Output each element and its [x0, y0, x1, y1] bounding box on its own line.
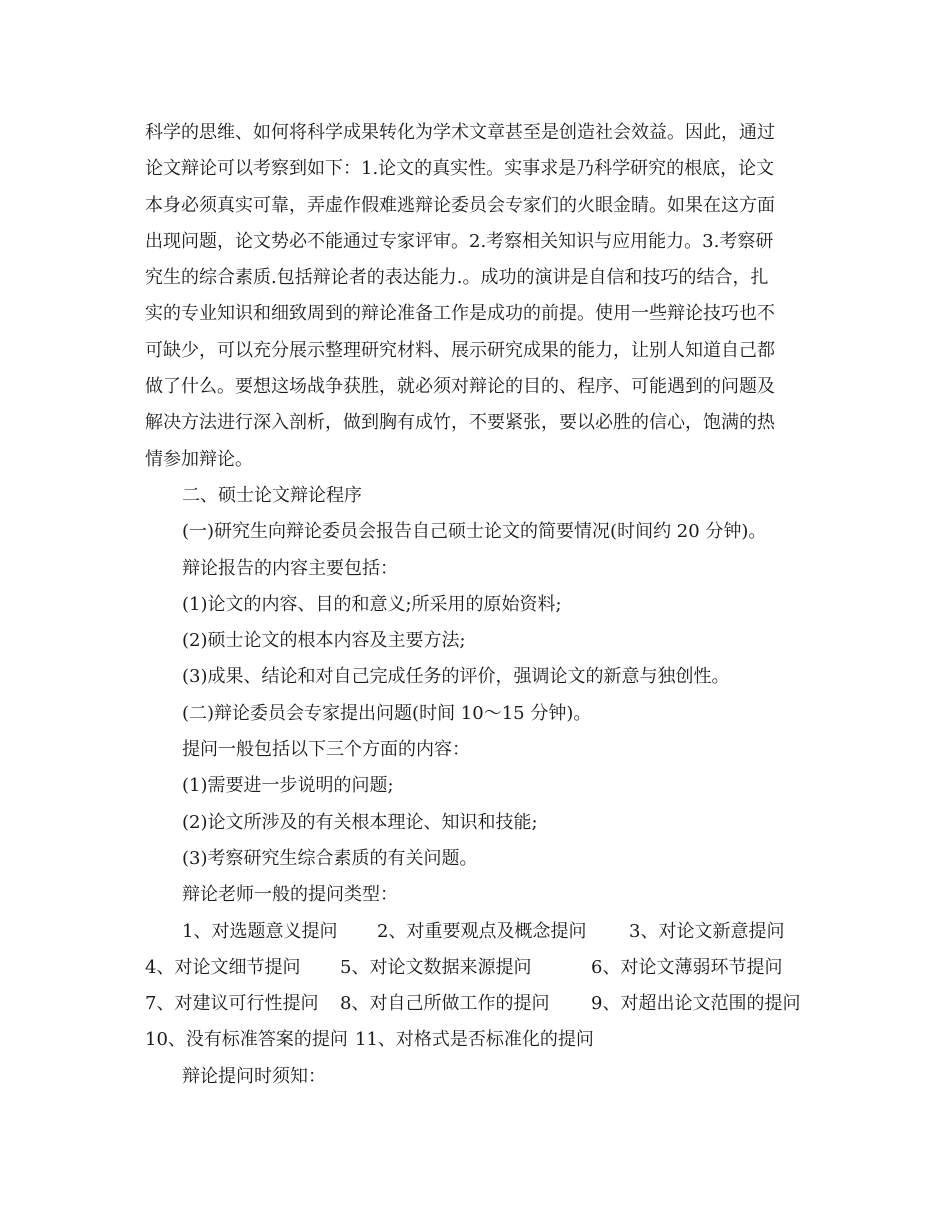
text-line: 科学的思维、如何将科学成果转化为学术文章甚至是创造社会效益。因此，通过 [145, 122, 775, 143]
question-type: 11、对格式是否标准化的提问 [355, 1029, 594, 1051]
text-line: 论文辩论可以考察到如下：1.论文的真实性。实事求是乃科学研究的根底，论文 [145, 158, 775, 180]
text-line: 可缺少，可以充分展示整理研究材料、展示研究成果的能力，让别人知道自己都 [145, 339, 775, 361]
question-type: 10、没有标准答案的提问 [145, 1029, 348, 1051]
question-type: 4、对论文细节提问 [145, 956, 301, 978]
question-type: 3、对论文新意提问 [629, 920, 785, 942]
report-item: (3)成果、结论和对自己完成任务的评价，强调论文的新意与独创性。 [182, 666, 730, 688]
text-line: 本身必须真实可靠，弄虚作假难逃辩论委员会专家们的火眼金睛。如果在这方面 [145, 194, 775, 216]
question-types-row [145, 986, 810, 1022]
question-item: (2)论文所涉及的有关根本理论、知识和技能; [182, 811, 538, 833]
report-intro: 辩论报告的内容主要包括： [182, 557, 398, 579]
text-line: 情参加辩论。 [145, 448, 253, 470]
question-type: 9、对超出论文范围的提问 [591, 993, 801, 1015]
types-intro: 辩论老师一般的提问类型： [182, 884, 398, 906]
question-types-row [145, 1022, 810, 1058]
text-line: 解决方法进行深入剖析，做到胸有成竹，不要紧张，要以必胜的信心，饱满的热 [145, 412, 775, 434]
text-line: 究生的综合素质.包括辩论者的表达能力.。成功的演讲是自信和技巧的结合，扎 [145, 267, 769, 289]
text-line: 做了什么。要想这场战争获胜，就必须对辩论的目的、程序、可能遇到的问题及 [145, 376, 775, 398]
question-type: 1、对选题意义提问 [182, 920, 338, 942]
question-type: 5、对论文数据来源提问 [340, 956, 532, 978]
question-item: (1)需要进一步说明的问题; [182, 775, 394, 797]
questions-intro: 提问一般包括以下三个方面的内容： [182, 739, 470, 761]
intro-paragraph [145, 115, 810, 478]
section-heading: 二、硕士论文辩论程序 [182, 484, 362, 506]
question-type: 6、对论文薄弱环节提问 [591, 956, 783, 978]
text-line: 实的专业知识和细致周到的辩论准备工作是成功的前提。使用一些辩论技巧也不 [145, 303, 775, 325]
question-type: 8、对自己所做工作的提问 [340, 993, 550, 1015]
report-item: (2)硕士论文的根本内容及主要方法; [182, 630, 466, 652]
step-two: (二)辩论委员会专家提出问题(时间 10～15 分钟)。 [182, 702, 592, 724]
question-type: 2、对重要观点及概念提问 [377, 920, 587, 942]
closing-heading: 辩论提问时须知： [182, 1065, 326, 1087]
question-type: 7、对建议可行性提问 [145, 993, 319, 1015]
question-item: (3)考察研究生综合素质的有关问题。 [182, 847, 478, 869]
question-types-row [145, 914, 810, 950]
report-item: (1)论文的内容、目的和意义;所采用的原始资料; [182, 593, 562, 615]
text-line: 出现问题，论文势必不能通过专家评审。2.考察相关知识与应用能力。3.考察研 [145, 230, 774, 252]
document-body [145, 115, 810, 1095]
step-one: (一)研究生向辩论委员会报告自己硕士论文的简要情况(时间约 20 分钟)。 [182, 521, 767, 543]
question-types-row [145, 950, 810, 986]
